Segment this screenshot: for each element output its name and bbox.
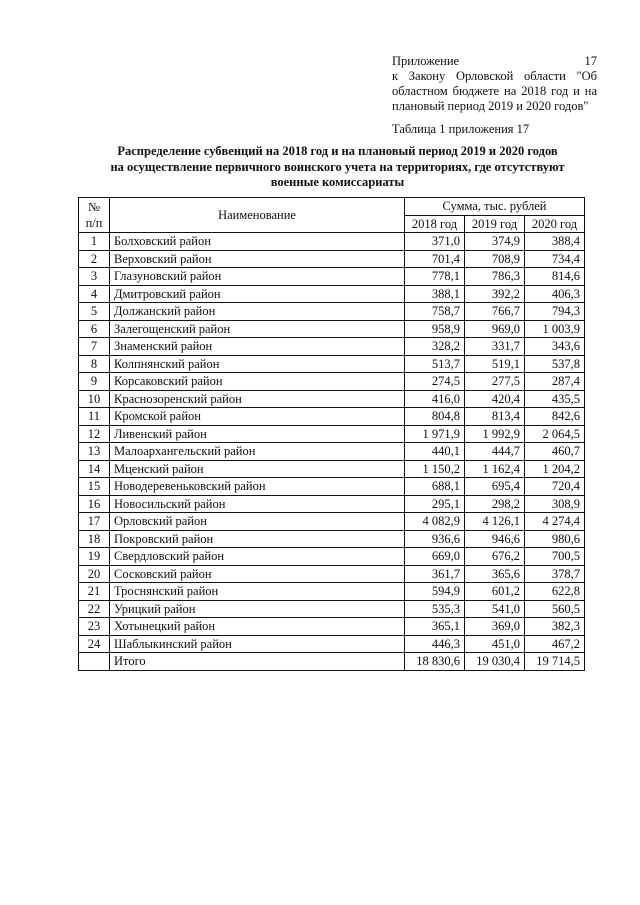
appendix-line: к Закону Орловской области "Об (392, 69, 597, 83)
value-2018: 388,1 (405, 285, 465, 303)
total-2019: 19 030,4 (465, 653, 525, 671)
value-2020: 460,7 (525, 443, 585, 461)
appendix-line: плановый период 2019 и 2020 годов" (392, 99, 589, 113)
value-2020: 406,3 (525, 285, 585, 303)
table-row (79, 513, 585, 531)
value-2019: 298,2 (465, 495, 525, 513)
value-2018: 328,2 (405, 338, 465, 356)
row-number: 18 (79, 530, 110, 548)
header-row (79, 198, 585, 216)
district-name: Краснозоренский район (110, 390, 405, 408)
table-row (79, 548, 585, 566)
district-name: Покровский район (110, 530, 405, 548)
table-row (79, 460, 585, 478)
table-row (79, 618, 585, 636)
value-2018: 440,1 (405, 443, 465, 461)
table-row (79, 478, 585, 496)
value-2018: 295,1 (405, 495, 465, 513)
value-2019: 1 162,4 (465, 460, 525, 478)
table-row (79, 425, 585, 443)
table-row (79, 565, 585, 583)
total-2020: 19 714,5 (525, 653, 585, 671)
district-name: Новодеревеньковский район (110, 478, 405, 496)
value-2019: 365,6 (465, 565, 525, 583)
header-sum: Сумма, тыс. рублей (405, 198, 585, 216)
value-2019: 369,0 (465, 618, 525, 636)
value-2020: 560,5 (525, 600, 585, 618)
value-2019: 969,0 (465, 320, 525, 338)
value-2018: 594,9 (405, 583, 465, 601)
value-2019: 946,6 (465, 530, 525, 548)
table-row (79, 250, 585, 268)
value-2019: 4 126,1 (465, 513, 525, 531)
table-row (79, 635, 585, 653)
appendix-block (392, 54, 597, 137)
value-2018: 701,4 (405, 250, 465, 268)
table-row (79, 530, 585, 548)
value-2019: 708,9 (465, 250, 525, 268)
value-2020: 794,3 (525, 303, 585, 321)
value-2020: 720,4 (525, 478, 585, 496)
row-number: 24 (79, 635, 110, 653)
value-2019: 813,4 (465, 408, 525, 426)
value-2019: 766,7 (465, 303, 525, 321)
district-name: Малоархангельский район (110, 443, 405, 461)
value-2018: 804,8 (405, 408, 465, 426)
row-number: 5 (79, 303, 110, 321)
value-2020: 467,2 (525, 635, 585, 653)
value-2020: 814,6 (525, 268, 585, 286)
row-number: 4 (79, 285, 110, 303)
total-2018: 18 830,6 (405, 653, 465, 671)
header-name: Наименование (110, 198, 405, 233)
district-name: Хотынецкий район (110, 618, 405, 636)
row-number: 12 (79, 425, 110, 443)
value-2018: 416,0 (405, 390, 465, 408)
value-2020: 980,6 (525, 530, 585, 548)
district-name: Знаменский район (110, 338, 405, 356)
table-row (79, 600, 585, 618)
document-title (60, 144, 615, 191)
value-2018: 513,7 (405, 355, 465, 373)
value-2019: 541,0 (465, 600, 525, 618)
row-number: 1 (79, 233, 110, 251)
table-row (79, 268, 585, 286)
district-name: Сосковский район (110, 565, 405, 583)
district-name: Шаблыкинский район (110, 635, 405, 653)
value-2018: 361,7 (405, 565, 465, 583)
row-number: 6 (79, 320, 110, 338)
value-2018: 758,7 (405, 303, 465, 321)
table-row (79, 373, 585, 391)
district-name: Глазуновский район (110, 268, 405, 286)
district-name: Кромской район (110, 408, 405, 426)
value-2019: 451,0 (465, 635, 525, 653)
value-2020: 4 274,4 (525, 513, 585, 531)
value-2020: 622,8 (525, 583, 585, 601)
row-number: 15 (79, 478, 110, 496)
district-name: Свердловский район (110, 548, 405, 566)
row-number: 3 (79, 268, 110, 286)
header-year-2018: 2018 год (405, 215, 465, 233)
table-row (79, 303, 585, 321)
value-2019: 786,3 (465, 268, 525, 286)
value-2018: 1 971,9 (405, 425, 465, 443)
value-2019: 277,5 (465, 373, 525, 391)
value-2020: 700,5 (525, 548, 585, 566)
value-2020: 1 204,2 (525, 460, 585, 478)
value-2019: 331,7 (465, 338, 525, 356)
value-2020: 378,7 (525, 565, 585, 583)
value-2018: 274,5 (405, 373, 465, 391)
value-2018: 4 082,9 (405, 513, 465, 531)
value-2019: 444,7 (465, 443, 525, 461)
appendix-line: областном бюджете на 2018 год и на (392, 84, 597, 98)
table-row (79, 495, 585, 513)
value-2018: 688,1 (405, 478, 465, 496)
row-number: 16 (79, 495, 110, 513)
district-name: Новосильский район (110, 495, 405, 513)
district-name: Ливенский район (110, 425, 405, 443)
row-number: 23 (79, 618, 110, 636)
row-number: 14 (79, 460, 110, 478)
row-number: 22 (79, 600, 110, 618)
district-name: Корсаковский район (110, 373, 405, 391)
value-2019: 601,2 (465, 583, 525, 601)
total-number-empty (79, 653, 110, 671)
table-row (79, 285, 585, 303)
title-line: на осуществление первичного воинского учета на территориях, где отсутствуют (110, 159, 565, 174)
row-number: 11 (79, 408, 110, 426)
table-row (79, 355, 585, 373)
row-number: 10 (79, 390, 110, 408)
value-2018: 446,3 (405, 635, 465, 653)
value-2018: 936,6 (405, 530, 465, 548)
value-2020: 537,8 (525, 355, 585, 373)
value-2018: 535,3 (405, 600, 465, 618)
header-number: № п/п (79, 198, 110, 233)
district-name: Орловский район (110, 513, 405, 531)
row-number: 13 (79, 443, 110, 461)
value-2020: 2 064,5 (525, 425, 585, 443)
table-row (79, 320, 585, 338)
row-number: 2 (79, 250, 110, 268)
value-2020: 842,6 (525, 408, 585, 426)
header-year-2020: 2020 год (525, 215, 585, 233)
table-row (79, 390, 585, 408)
value-2019: 676,2 (465, 548, 525, 566)
row-number: 9 (79, 373, 110, 391)
value-2018: 365,1 (405, 618, 465, 636)
title-line: военные комиссариаты (270, 175, 405, 189)
value-2020: 343,6 (525, 338, 585, 356)
table-row (79, 233, 585, 251)
district-name: Дмитровский район (110, 285, 405, 303)
value-2019: 1 992,9 (465, 425, 525, 443)
value-2020: 734,4 (525, 250, 585, 268)
total-row (79, 653, 585, 671)
value-2018: 669,0 (405, 548, 465, 566)
row-number: 21 (79, 583, 110, 601)
row-number: 7 (79, 338, 110, 356)
row-number: 20 (79, 565, 110, 583)
value-2020: 435,5 (525, 390, 585, 408)
district-name: Залегощенский район (110, 320, 405, 338)
value-2019: 519,1 (465, 355, 525, 373)
value-2018: 1 150,2 (405, 460, 465, 478)
district-name: Урицкий район (110, 600, 405, 618)
value-2020: 388,4 (525, 233, 585, 251)
value-2019: 695,4 (465, 478, 525, 496)
value-2020: 287,4 (525, 373, 585, 391)
district-name: Троснянский район (110, 583, 405, 601)
district-name: Верховский район (110, 250, 405, 268)
value-2019: 420,4 (465, 390, 525, 408)
value-2019: 374,9 (465, 233, 525, 251)
value-2018: 958,9 (405, 320, 465, 338)
table-row (79, 408, 585, 426)
subsidy-table (78, 197, 585, 671)
value-2020: 382,3 (525, 618, 585, 636)
appendix-line: Приложение 17 (392, 54, 597, 68)
table-reference: Таблица 1 приложения 17 (392, 122, 530, 136)
district-name: Колпнянский район (110, 355, 405, 373)
value-2018: 371,0 (405, 233, 465, 251)
row-number: 19 (79, 548, 110, 566)
title-line: Распределение субвенций на 2018 год и на плановый период 2019 и 2020 годов (117, 144, 558, 158)
table-row (79, 583, 585, 601)
value-2018: 778,1 (405, 268, 465, 286)
table-row (79, 443, 585, 461)
row-number: 17 (79, 513, 110, 531)
district-name: Болховский район (110, 233, 405, 251)
value-2020: 308,9 (525, 495, 585, 513)
district-name: Мценский район (110, 460, 405, 478)
row-number: 8 (79, 355, 110, 373)
district-name: Должанский район (110, 303, 405, 321)
total-label: Итого (110, 653, 405, 671)
value-2019: 392,2 (465, 285, 525, 303)
value-2020: 1 003,9 (525, 320, 585, 338)
table-row (79, 338, 585, 356)
header-year-2019: 2019 год (465, 215, 525, 233)
